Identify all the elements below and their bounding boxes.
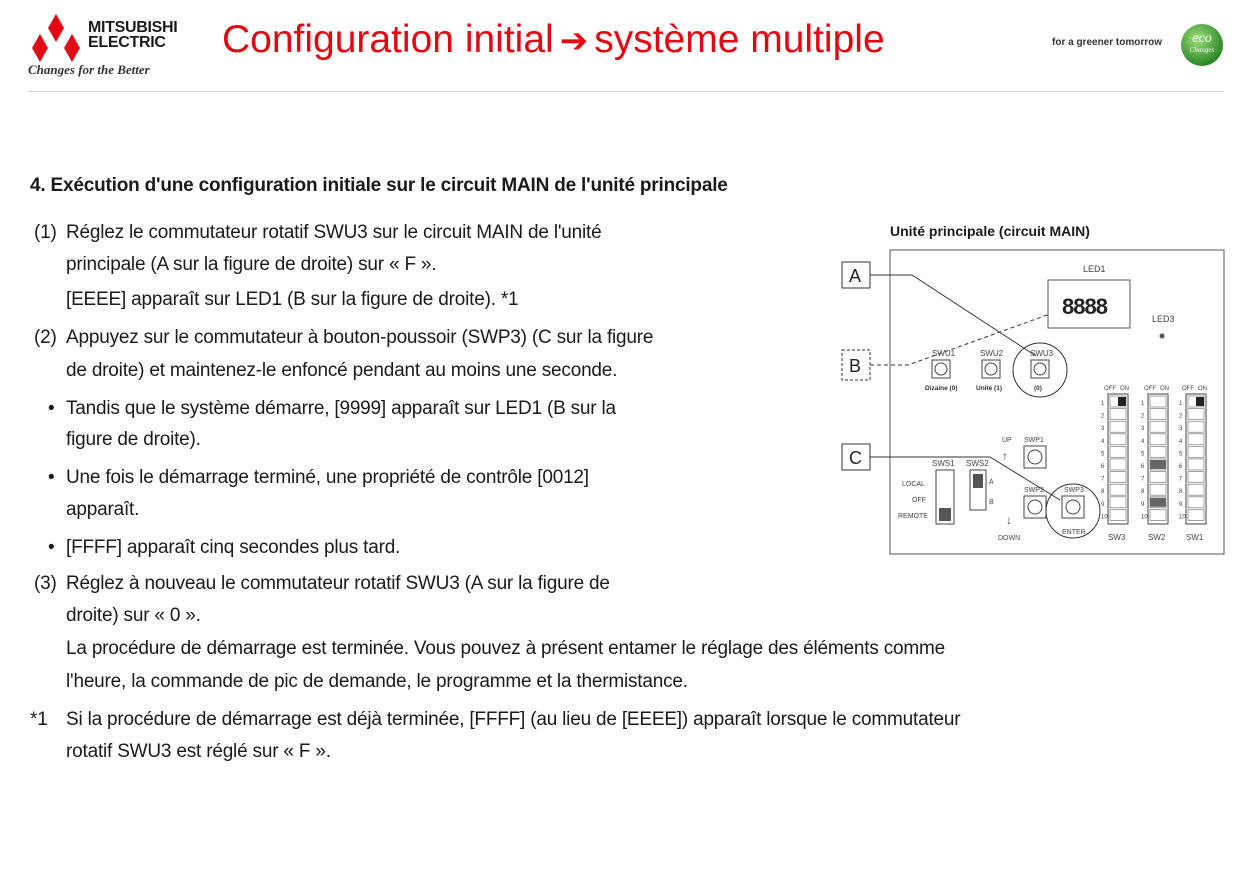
swp1-button	[1024, 446, 1046, 468]
sw1-toggle-6	[1188, 459, 1204, 470]
swu2-label: SWU2	[980, 349, 1004, 358]
bullet-1-line1: Tandis que le système démarre, [9999] apparaît sur LED1 (B sur la	[66, 398, 616, 419]
callout-c-label: C	[849, 448, 862, 468]
sw2-number-8: 8	[1141, 489, 1145, 496]
sw2-number-2: 2	[1141, 413, 1145, 420]
sw2-number-3: 3	[1141, 426, 1145, 433]
led3-label: LED3	[1152, 314, 1175, 324]
bullet-2-line1: Une fois le démarrage terminé, une propriété de contrôle [0012]	[66, 467, 589, 488]
sw1-number-3: 3	[1179, 426, 1183, 433]
swp3-label: SWP3	[1064, 487, 1084, 494]
sws2-slider	[973, 474, 983, 488]
sw1-number-4: 4	[1179, 438, 1183, 445]
sw1-toggle-2	[1188, 409, 1204, 420]
sws1-label: SWS1	[932, 459, 955, 468]
step1-line2: principale (A sur la figure de droite) sur « F ».	[66, 254, 437, 275]
sws2-b: B	[989, 499, 994, 506]
sw1-label: SW1	[1186, 533, 1204, 542]
sw3-number-8: 8	[1101, 489, 1105, 496]
mitsubishi-logo	[28, 12, 208, 80]
sw3-toggle-8	[1110, 484, 1126, 495]
sw3-number-3: 3	[1101, 426, 1105, 433]
page-title	[222, 18, 885, 62]
step2-number: (2)	[34, 327, 57, 348]
sws1-slider	[939, 508, 951, 521]
arrow-right-icon: ➔	[559, 22, 589, 60]
step3-line2: droite) sur « 0 ».	[66, 605, 201, 626]
sw2-number-7: 7	[1141, 476, 1145, 483]
sw2-label: SW2	[1148, 533, 1166, 542]
step3-number: (3)	[34, 573, 57, 594]
sws2-label: SWS2	[966, 459, 989, 468]
sw1-number-1: 1	[1179, 401, 1183, 407]
swu1-sub: Dizaine (0)	[925, 385, 958, 392]
header-divider	[28, 91, 1224, 92]
step1-line1: Réglez le commutateur rotatif SWU3 sur le circuit MAIN de l'unité	[66, 222, 602, 243]
sw3-on-label: ON	[1120, 386, 1129, 392]
callout-a-label: A	[849, 266, 862, 286]
swp1-label: SWP1	[1024, 437, 1044, 444]
sw1-on-label: ON	[1198, 386, 1207, 392]
sw3-number-2: 2	[1101, 413, 1105, 420]
sw1-toggle-4	[1188, 434, 1204, 445]
sw1-toggle-7	[1188, 472, 1204, 483]
eco-changes-logo-icon	[1181, 24, 1223, 66]
board-diagram	[840, 244, 1230, 560]
swu3-sub: (0)	[1034, 385, 1042, 392]
step1-number: (1)	[34, 222, 57, 243]
sw3-label: SW3	[1108, 533, 1126, 542]
sw1-toggle-10	[1188, 509, 1204, 520]
callout-b-label: B	[849, 356, 862, 376]
sw3-toggle-9	[1110, 497, 1126, 508]
sw1-number-9: 9	[1179, 501, 1183, 508]
sw2-toggle-3	[1150, 421, 1166, 432]
section-heading: 4. Exécution d'une configuration initiale sur le circuit MAIN de l'unité principale	[30, 175, 728, 196]
note-line2: rotatif SWU3 est réglé sur « F ».	[66, 741, 331, 762]
sw1-toggle-9	[1188, 497, 1204, 508]
eco-line1: eco	[1192, 31, 1212, 46]
sw2-toggle-2	[1150, 409, 1166, 420]
brand-name	[88, 20, 177, 50]
step1-line3: [EEEE] apparaît sur LED1 (B sur la figure de droite). *1	[66, 289, 519, 310]
down-label: DOWN	[998, 535, 1021, 542]
figure-caption: Unité principale (circuit MAIN)	[890, 223, 1090, 239]
swp3-button	[1062, 496, 1084, 518]
swp3-enter: ENTER	[1062, 529, 1086, 536]
sw1-off-label: OFF	[1182, 386, 1194, 392]
led1-digits: 8888	[1062, 294, 1107, 319]
sws1-off: OFF	[912, 497, 926, 504]
led3-indicator	[1160, 334, 1165, 339]
sw1-number-2: 2	[1179, 413, 1183, 420]
swu3-label: SWU3	[1030, 349, 1054, 358]
brand-line1: MITSUBISHI	[88, 19, 178, 36]
sw3-toggle-7	[1110, 472, 1126, 483]
bullet-3-mark: •	[48, 537, 55, 558]
bullet-2-line2: apparaît.	[66, 499, 140, 520]
sw2-toggle-4	[1150, 434, 1166, 445]
step3-line1: Réglez à nouveau le commutateur rotatif SWU3 (A sur la figure de	[66, 573, 610, 594]
sw3-number-6: 6	[1101, 464, 1105, 470]
sws1-remote: REMOTE	[898, 513, 928, 520]
sw3-toggle-4	[1110, 434, 1126, 445]
sw1-toggle-state-1	[1196, 397, 1204, 406]
sw3-toggle-5	[1110, 446, 1126, 457]
step3-line4: l'heure, la commande de pic de demande, le programme et la thermistance.	[66, 671, 688, 692]
sw1-toggle-3	[1188, 421, 1204, 432]
sw1-number-10: 10	[1179, 514, 1186, 521]
sw1-toggle-5	[1188, 446, 1204, 457]
sw1-number-7: 7	[1179, 476, 1183, 483]
down-arrow-icon: ↓	[1006, 513, 1012, 527]
brand-line2: ELECTRIC	[88, 34, 166, 51]
sw3-off-label: OFF	[1104, 386, 1116, 392]
step2-line2: de droite) et maintenez-le enfoncé pendant au moins une seconde.	[66, 360, 618, 381]
title-part2: système multiple	[594, 18, 885, 61]
led1-label: LED1	[1083, 264, 1106, 274]
sw1-number-8: 8	[1179, 489, 1183, 496]
eco-line2: Changes	[1189, 46, 1215, 54]
up-label: UP	[1002, 437, 1012, 444]
sw3-number-1: 1	[1101, 401, 1105, 407]
sw2-number-1: 1	[1141, 401, 1145, 407]
swp2-button	[1024, 496, 1046, 518]
note-line1: Si la procédure de démarrage est déjà terminée, [FFFF] (au lieu de [EEEE]) apparaît lorsque le commutateur	[66, 709, 961, 730]
sw3-toggle-3	[1110, 421, 1126, 432]
sw3-number-9: 9	[1101, 501, 1105, 508]
up-arrow-icon: ↑	[1002, 449, 1008, 463]
sw2-toggle-1	[1150, 396, 1166, 407]
step2-line1: Appuyez sur le commutateur à bouton-poussoir (SWP3) (C sur la figure	[66, 327, 654, 348]
swu2-sub: Unité (1)	[976, 385, 1002, 392]
sw2-toggle-7	[1150, 472, 1166, 483]
sws1-local: LOCAL	[902, 481, 925, 488]
sw3-toggle-10	[1110, 509, 1126, 520]
sws2-a: A	[989, 479, 994, 486]
sw2-on-label: ON	[1160, 386, 1169, 392]
mitsubishi-diamonds-icon	[28, 14, 84, 64]
sw1-toggle-8	[1188, 484, 1204, 495]
swu1-label: SWU1	[932, 349, 956, 358]
sw2-off-label: OFF	[1144, 386, 1156, 392]
note-marker: *1	[30, 709, 48, 730]
sw3-number-5: 5	[1101, 451, 1105, 458]
sw3-toggle-state-1	[1118, 397, 1126, 406]
sw3-toggle-6	[1110, 459, 1126, 470]
title-part1: Configuration initial	[222, 18, 554, 61]
sw2-toggle-state-9	[1150, 498, 1166, 507]
sw2-number-10: 10	[1141, 514, 1148, 521]
sw2-toggle-10	[1150, 509, 1166, 520]
bullet-1-line2: figure de droite).	[66, 429, 201, 450]
sw2-toggle-5	[1150, 446, 1166, 457]
swp2-label: SWP2	[1024, 487, 1044, 494]
step3-line3: La procédure de démarrage est terminée. Vous pouvez à présent entamer le réglage des éléments comme	[66, 638, 945, 659]
sw2-number-9: 9	[1141, 501, 1145, 508]
brand-slogan: Changes for the Better	[28, 62, 150, 77]
sw1-number-6: 6	[1179, 464, 1183, 470]
bullet-2-mark: •	[48, 467, 55, 488]
tagline: for a greener tomorrow	[1052, 37, 1163, 48]
sw3-number-7: 7	[1101, 476, 1105, 483]
sw2-number-5: 5	[1141, 451, 1145, 458]
sw3-toggle-2	[1110, 409, 1126, 420]
sw2-number-4: 4	[1141, 438, 1145, 445]
sw2-number-6: 6	[1141, 464, 1145, 470]
bullet-1-mark: •	[48, 398, 55, 419]
sw2-toggle-8	[1150, 484, 1166, 495]
bullet-3-line1: [FFFF] apparaît cinq secondes plus tard.	[66, 537, 401, 558]
sw1-number-5: 5	[1179, 451, 1183, 458]
sw3-number-10: 10	[1101, 514, 1108, 521]
sw2-toggle-state-6	[1150, 460, 1166, 469]
sw3-number-4: 4	[1101, 438, 1105, 445]
